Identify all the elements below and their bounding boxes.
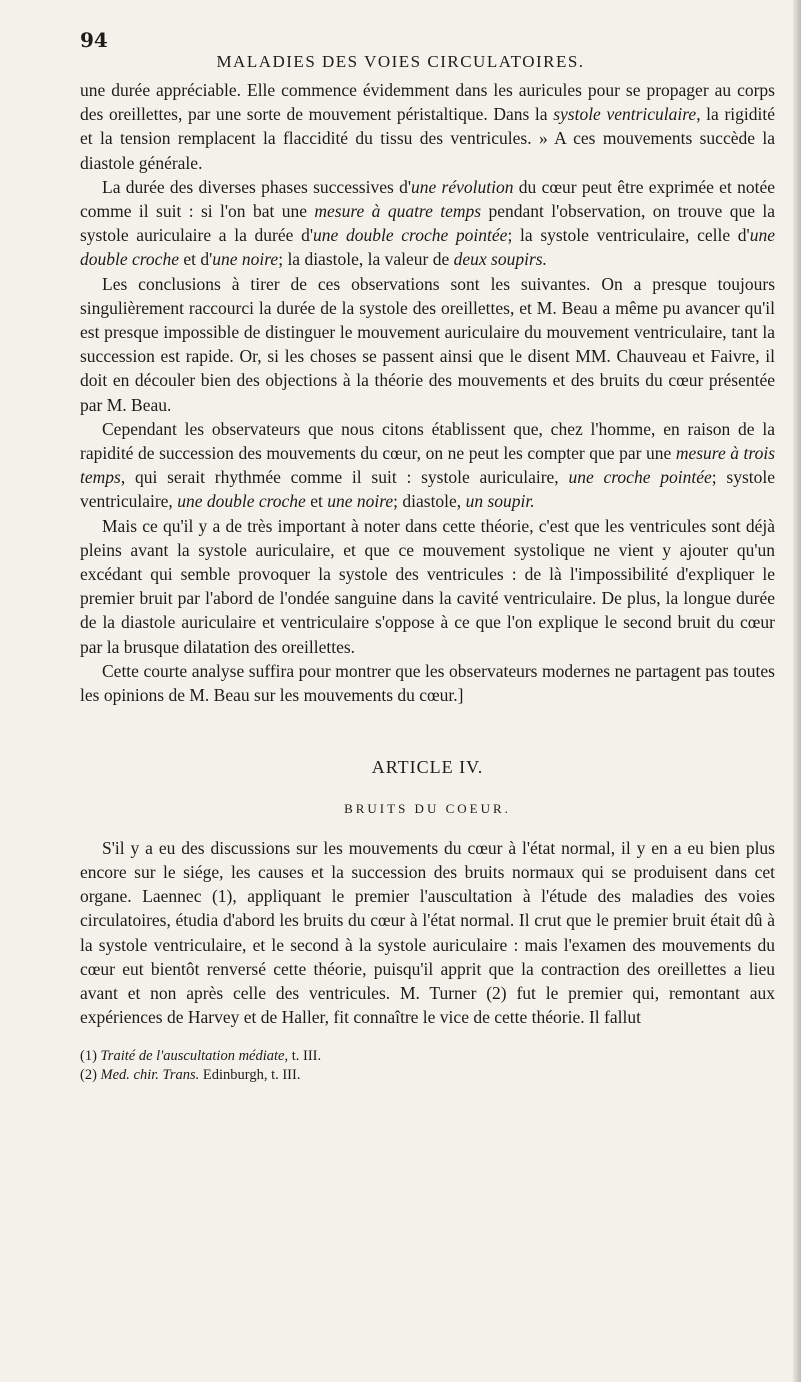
text-run: et d' (178, 249, 213, 270)
text-run: Cependant les observateurs que nous citons établissent que, chez l'homme, en raison de la rapidité de succession des mouvements du cœur, on ne peut les compter que par une (80, 418, 775, 464)
text-run: ; la diastole, la valeur de (278, 249, 454, 270)
text-run: et (305, 491, 328, 512)
running-header: MALADIES DES VOIES CIRCULATOIRES. (216, 52, 585, 71)
italic-run: mesure à trois temps (80, 443, 776, 488)
italic-run: mesure à quatre temps (314, 201, 482, 222)
footnote-2: (2) Med. chir. Trans. Edinburgh, t. III. (80, 1067, 301, 1084)
italic-run: une double croche (177, 491, 306, 512)
text-run: Les conclusions à tirer de ces observations sont les suivantes. On a presque toujours singulièrement raccourci la durée de la systole des oreillettes, et M. Beau a même pu avancer qu'il est presque impossible de distinguer le mouvement auriculaire du mouvement ventriculaire, tant la succession est rapide. Or, si les choses se passent ainsi que le disent MM. Chauveau et Faivre, il doit en découler bien des objections à la théorie des mouvements et des bruits du cœur présentée par M. Beau. (80, 273, 775, 415)
body-text (80, 78, 775, 1085)
italic-run: systole ventriculaire (553, 104, 697, 125)
paragraph (80, 78, 775, 175)
paragraph (80, 836, 775, 1030)
paragraph (80, 272, 775, 417)
italic-run: une révolution (410, 176, 514, 197)
paragraph (80, 175, 775, 272)
page-edge-shadow (793, 0, 801, 1382)
text-run: S'il y a eu des discussions sur les mouvements du cœur à l'état normal, il y en a eu bien plus encore sur le siége, les causes et la succession des bruits normaux qui se produisent dans cet organe. Laennec (1), appliquant le premier l'auscultation à l'étude des maladies des voies circulatoires, étudia d'abord les bruits du cœur à l'état normal. Il crut que le premier bruit était dû à la systole ventriculaire, et le second à la systole auriculaire : mais l'examen des mouvements du cœur eut bientôt renversé cette théorie, puisqu'il apprit que la contraction des oreillettes a lieu avant et non après celle des ventricules. M. Turner (2) fut le premier qui, remontant aux expériences de Harvey et de Haller, fit connaître le vice de cette théorie. Il fallut (80, 837, 775, 1028)
text-run: une durée appréciable. Elle commence évidemment dans les auricules pour se propager au corps des oreillettes, par une sorte de mouvement péristaltique. Dans la (80, 80, 775, 125)
text-run: du cœur peut être exprimée et notée comme il suit : si l'on bat une (80, 176, 775, 222)
paragraph (80, 417, 775, 514)
italic-run: une noire (327, 491, 394, 512)
footnote-2-title: Med. chir. Trans. (100, 1067, 200, 1084)
italic-run: une noire (212, 249, 279, 270)
footnotes (80, 1047, 775, 1085)
text-run: pendant l'observation, on trouve que la systole auriculaire a la durée d' (80, 201, 776, 246)
italic-run: deux soupirs. (453, 249, 547, 270)
footnote-1: (1) Traité de l'auscultation médiate, t. III. (80, 1048, 322, 1065)
italic-run: un soupir. (465, 491, 535, 512)
italic-run: une double croche pointée (313, 225, 508, 246)
text-run: , la rigidité et la tension remplacent la flaccidité du tissu des ventricules. » A ces mouvements succède la diastole générale. (80, 104, 775, 173)
section-title: BRUITS DU COEUR. (344, 801, 511, 817)
page-number: 94 (80, 28, 108, 52)
text-run: ; diastole, (393, 491, 466, 512)
text-run: , qui serait rhythmée comme il suit : systole auriculaire, (120, 467, 569, 488)
text-run: Mais ce qu'il y a de très important à noter dans cette théorie, c'est que les ventricules sont déjà pleins avant la systole auriculaire, et que ce mouvement systolique ne vient y ajouter qu'un excédant qui semble provoquer la systole des ventricules : de là l'impossibilité d'expliquer le premier bruit par l'abord de l'ondée sanguine dans la cavité ventriculaire. De plus, la longue durée de la diastole auriculaire et ventriculaire s'oppose à ce que l'on explique le second bruit du cœur par la brusque dilatation des oreillettes. (80, 515, 775, 657)
text-run: La durée des diverses phases successives d' (102, 176, 411, 197)
text-run: Cette courte analyse suffira pour montrer que les observateurs modernes ne partagent pas toutes les opinions de M. Beau sur les mouvements du cœur.] (80, 660, 775, 706)
footnote-1-title: Traité de l'auscultation médiate (100, 1048, 285, 1065)
paragraph (80, 659, 775, 707)
italic-run: une croche pointée (568, 467, 712, 488)
text-run: ; systole ventriculaire, (80, 467, 775, 512)
text-run: ; la systole ventriculaire, celle d' (507, 225, 750, 246)
paragraph (80, 514, 775, 659)
article-title: ARTICLE IV. (371, 757, 484, 778)
italic-run: une double croche (80, 225, 775, 270)
